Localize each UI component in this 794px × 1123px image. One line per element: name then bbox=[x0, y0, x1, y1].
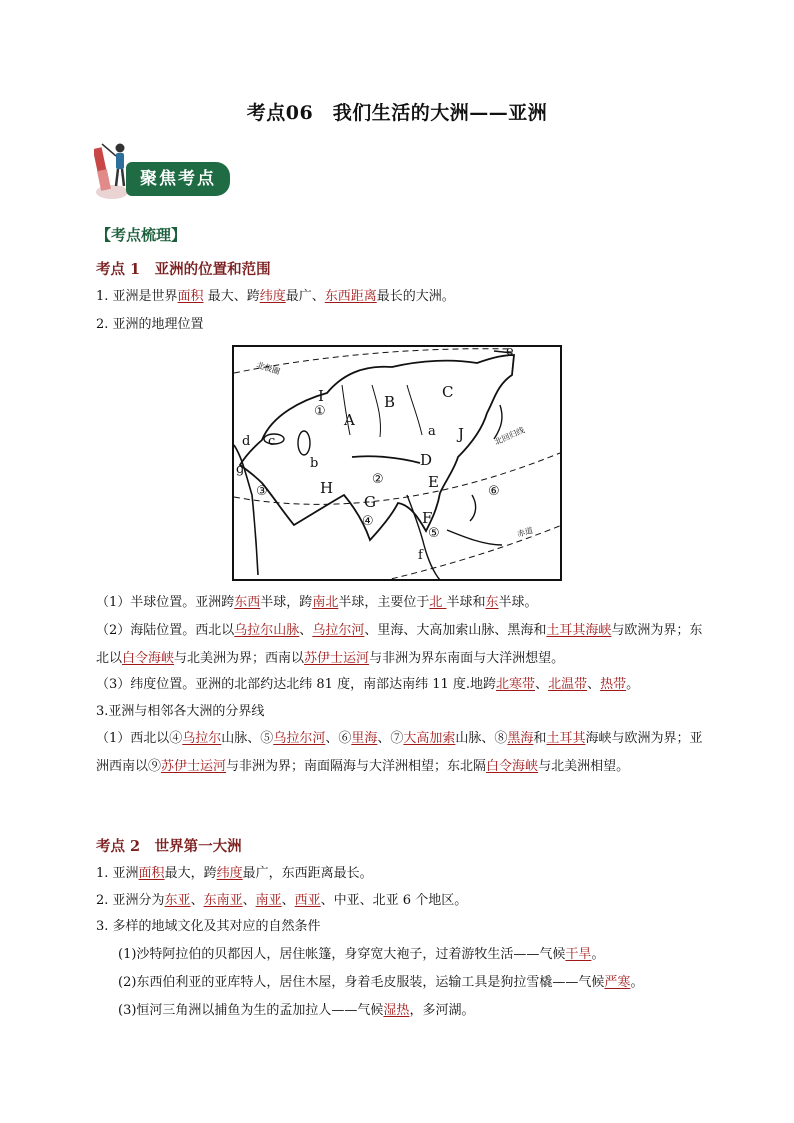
map-number: ① bbox=[314, 404, 326, 419]
answer: 东南亚 bbox=[203, 893, 243, 908]
answer: 大高加索 bbox=[403, 731, 456, 746]
map-label: e bbox=[506, 345, 514, 359]
map-label: c bbox=[268, 434, 276, 449]
map-label: I bbox=[318, 387, 324, 405]
answer: 南北 bbox=[312, 595, 339, 610]
map-label: F bbox=[422, 509, 433, 527]
map-label: B bbox=[384, 393, 396, 411]
map-label-tropic: 北回归线 bbox=[493, 425, 527, 447]
answer: 白令海峡 bbox=[486, 759, 539, 774]
answer: 土耳其 bbox=[546, 731, 586, 746]
map-number: ⑥ bbox=[488, 484, 500, 499]
map-label: f bbox=[418, 548, 423, 563]
answer: 乌拉尔 bbox=[182, 731, 222, 746]
section-heading: 【考点梳理】 bbox=[96, 226, 187, 244]
page-title: 考点06 我们生活的大洲——亚洲 bbox=[246, 102, 548, 124]
map-label: D bbox=[420, 451, 433, 469]
answer: 东西距离 bbox=[324, 289, 377, 304]
answer: 乌拉尔河 bbox=[273, 731, 326, 746]
map-label: J bbox=[458, 425, 465, 443]
answer: 干旱 bbox=[565, 947, 592, 962]
kd1-heading: 考点 1 亚洲的位置和范围 bbox=[96, 261, 271, 278]
focus-badge bbox=[92, 140, 232, 204]
answer: 东 bbox=[485, 595, 499, 610]
answer: 黑海 bbox=[507, 731, 534, 746]
answer: 纬度 bbox=[259, 289, 286, 304]
map-label-equator: 赤道 bbox=[516, 525, 534, 539]
kd2-culture-1: (1)沙特阿拉伯的贝都因人，居住帐篷，身穿宽大袍子，过着游牧生活——气候干旱。 bbox=[118, 947, 605, 962]
map-number: ⑤ bbox=[428, 526, 440, 541]
map-label: G bbox=[364, 493, 376, 511]
answer: 东西 bbox=[234, 595, 261, 610]
answer: 北 bbox=[429, 595, 447, 610]
answer: 南亚 bbox=[255, 893, 282, 908]
map-label: g bbox=[236, 462, 245, 477]
kd2-culture-2: (2)东西伯利亚的亚库特人，居住木屋，身着毛皮服装，运输工具是狗拉雪橇——气候严寒。 bbox=[118, 975, 644, 990]
map-label: H bbox=[320, 479, 334, 497]
map-label: a bbox=[428, 424, 436, 439]
answer: 纬度 bbox=[216, 866, 243, 881]
kd1-hemisphere: （1）半球位置。亚洲跨东西半球，跨南北半球，主要位于北 半球和东半球。 bbox=[96, 595, 538, 610]
map-label: d bbox=[242, 434, 251, 449]
answer: 北温带 bbox=[548, 677, 588, 692]
answer: 湿热 bbox=[383, 1003, 410, 1018]
kd1-latitude: （3）纬度位置。亚洲的北部约达北纬 81 度，南部达南纬 11 度.地跨北寒带、北温带、热带。 bbox=[96, 677, 640, 692]
map-label: A bbox=[344, 411, 355, 429]
kd1-sea-land: （2）海陆位置。西北以乌拉尔山脉、乌拉尔河、里海、大高加索山脉、黑海和土耳其海峡与欧洲为界；东北以白令海峡与北美洲为界；西南以苏伊士运河与非洲为界东南面与大洋洲想望。 bbox=[96, 623, 703, 666]
map-number: ③ bbox=[256, 484, 268, 499]
map-label: C bbox=[442, 383, 454, 401]
asia-map bbox=[232, 345, 562, 581]
map-number: ② bbox=[372, 472, 384, 487]
kd2-point2: 2. 亚洲分为东亚、东南亚、南亚、西亚、中亚、北亚 6 个地区。 bbox=[96, 893, 468, 908]
answer: 面积 bbox=[177, 289, 204, 304]
map-label-arctic: 北极圈 bbox=[255, 360, 281, 377]
kd1-point2: 2. 亚洲的地理位置 bbox=[96, 317, 204, 332]
kd1-boundaries: （1）西北以④乌拉尔山脉、⑤乌拉尔河、⑥里海、⑦大高加索山脉、⑧黑海和土耳其海峡与欧洲为界；亚洲西南以⑨苏伊士运河与非洲为界；南面隔海与大洋洲相望；东北隔白令海峡与北美洲相望。 bbox=[96, 731, 703, 774]
answer: 里海 bbox=[351, 731, 378, 746]
map-number: ④ bbox=[362, 514, 374, 529]
map-label: E bbox=[428, 473, 439, 491]
answer: 严寒 bbox=[604, 975, 631, 990]
answer: 面积 bbox=[138, 866, 165, 881]
answer: 苏伊士运河 bbox=[161, 759, 227, 774]
answer: 苏伊士运河 bbox=[304, 651, 370, 666]
kd2-point1: 1. 亚洲面积最大，跨纬度最广，东西距离最长。 bbox=[96, 866, 373, 881]
answer: 乌拉尔河 bbox=[312, 623, 365, 638]
kd2-point3: 3. 多样的地域文化及其对应的自然条件 bbox=[96, 919, 321, 934]
kd2-culture-3: (3)恒河三角洲以捕鱼为生的孟加拉人——气候湿热，多河湖。 bbox=[118, 1003, 475, 1018]
answer: 西亚 bbox=[294, 893, 321, 908]
answer: 热带 bbox=[600, 677, 627, 692]
focus-badge-label: 聚焦考点 bbox=[126, 162, 230, 196]
answer: 白令海峡 bbox=[122, 651, 175, 666]
answer: 北寒带 bbox=[496, 677, 536, 692]
kd1-point3: 3.亚洲与相邻各大洲的分界线 bbox=[96, 704, 265, 719]
answer: 乌拉尔山脉 bbox=[234, 623, 300, 638]
answer: 东亚 bbox=[164, 893, 191, 908]
answer: 土耳其海峡 bbox=[546, 623, 612, 638]
kd2-heading: 考点 2 世界第一大洲 bbox=[96, 838, 242, 855]
map-label: b bbox=[310, 456, 319, 471]
kd1-point1: 1. 亚洲是世界面积 最大、跨纬度最广、东西距离最长的大洲。 bbox=[96, 289, 455, 304]
